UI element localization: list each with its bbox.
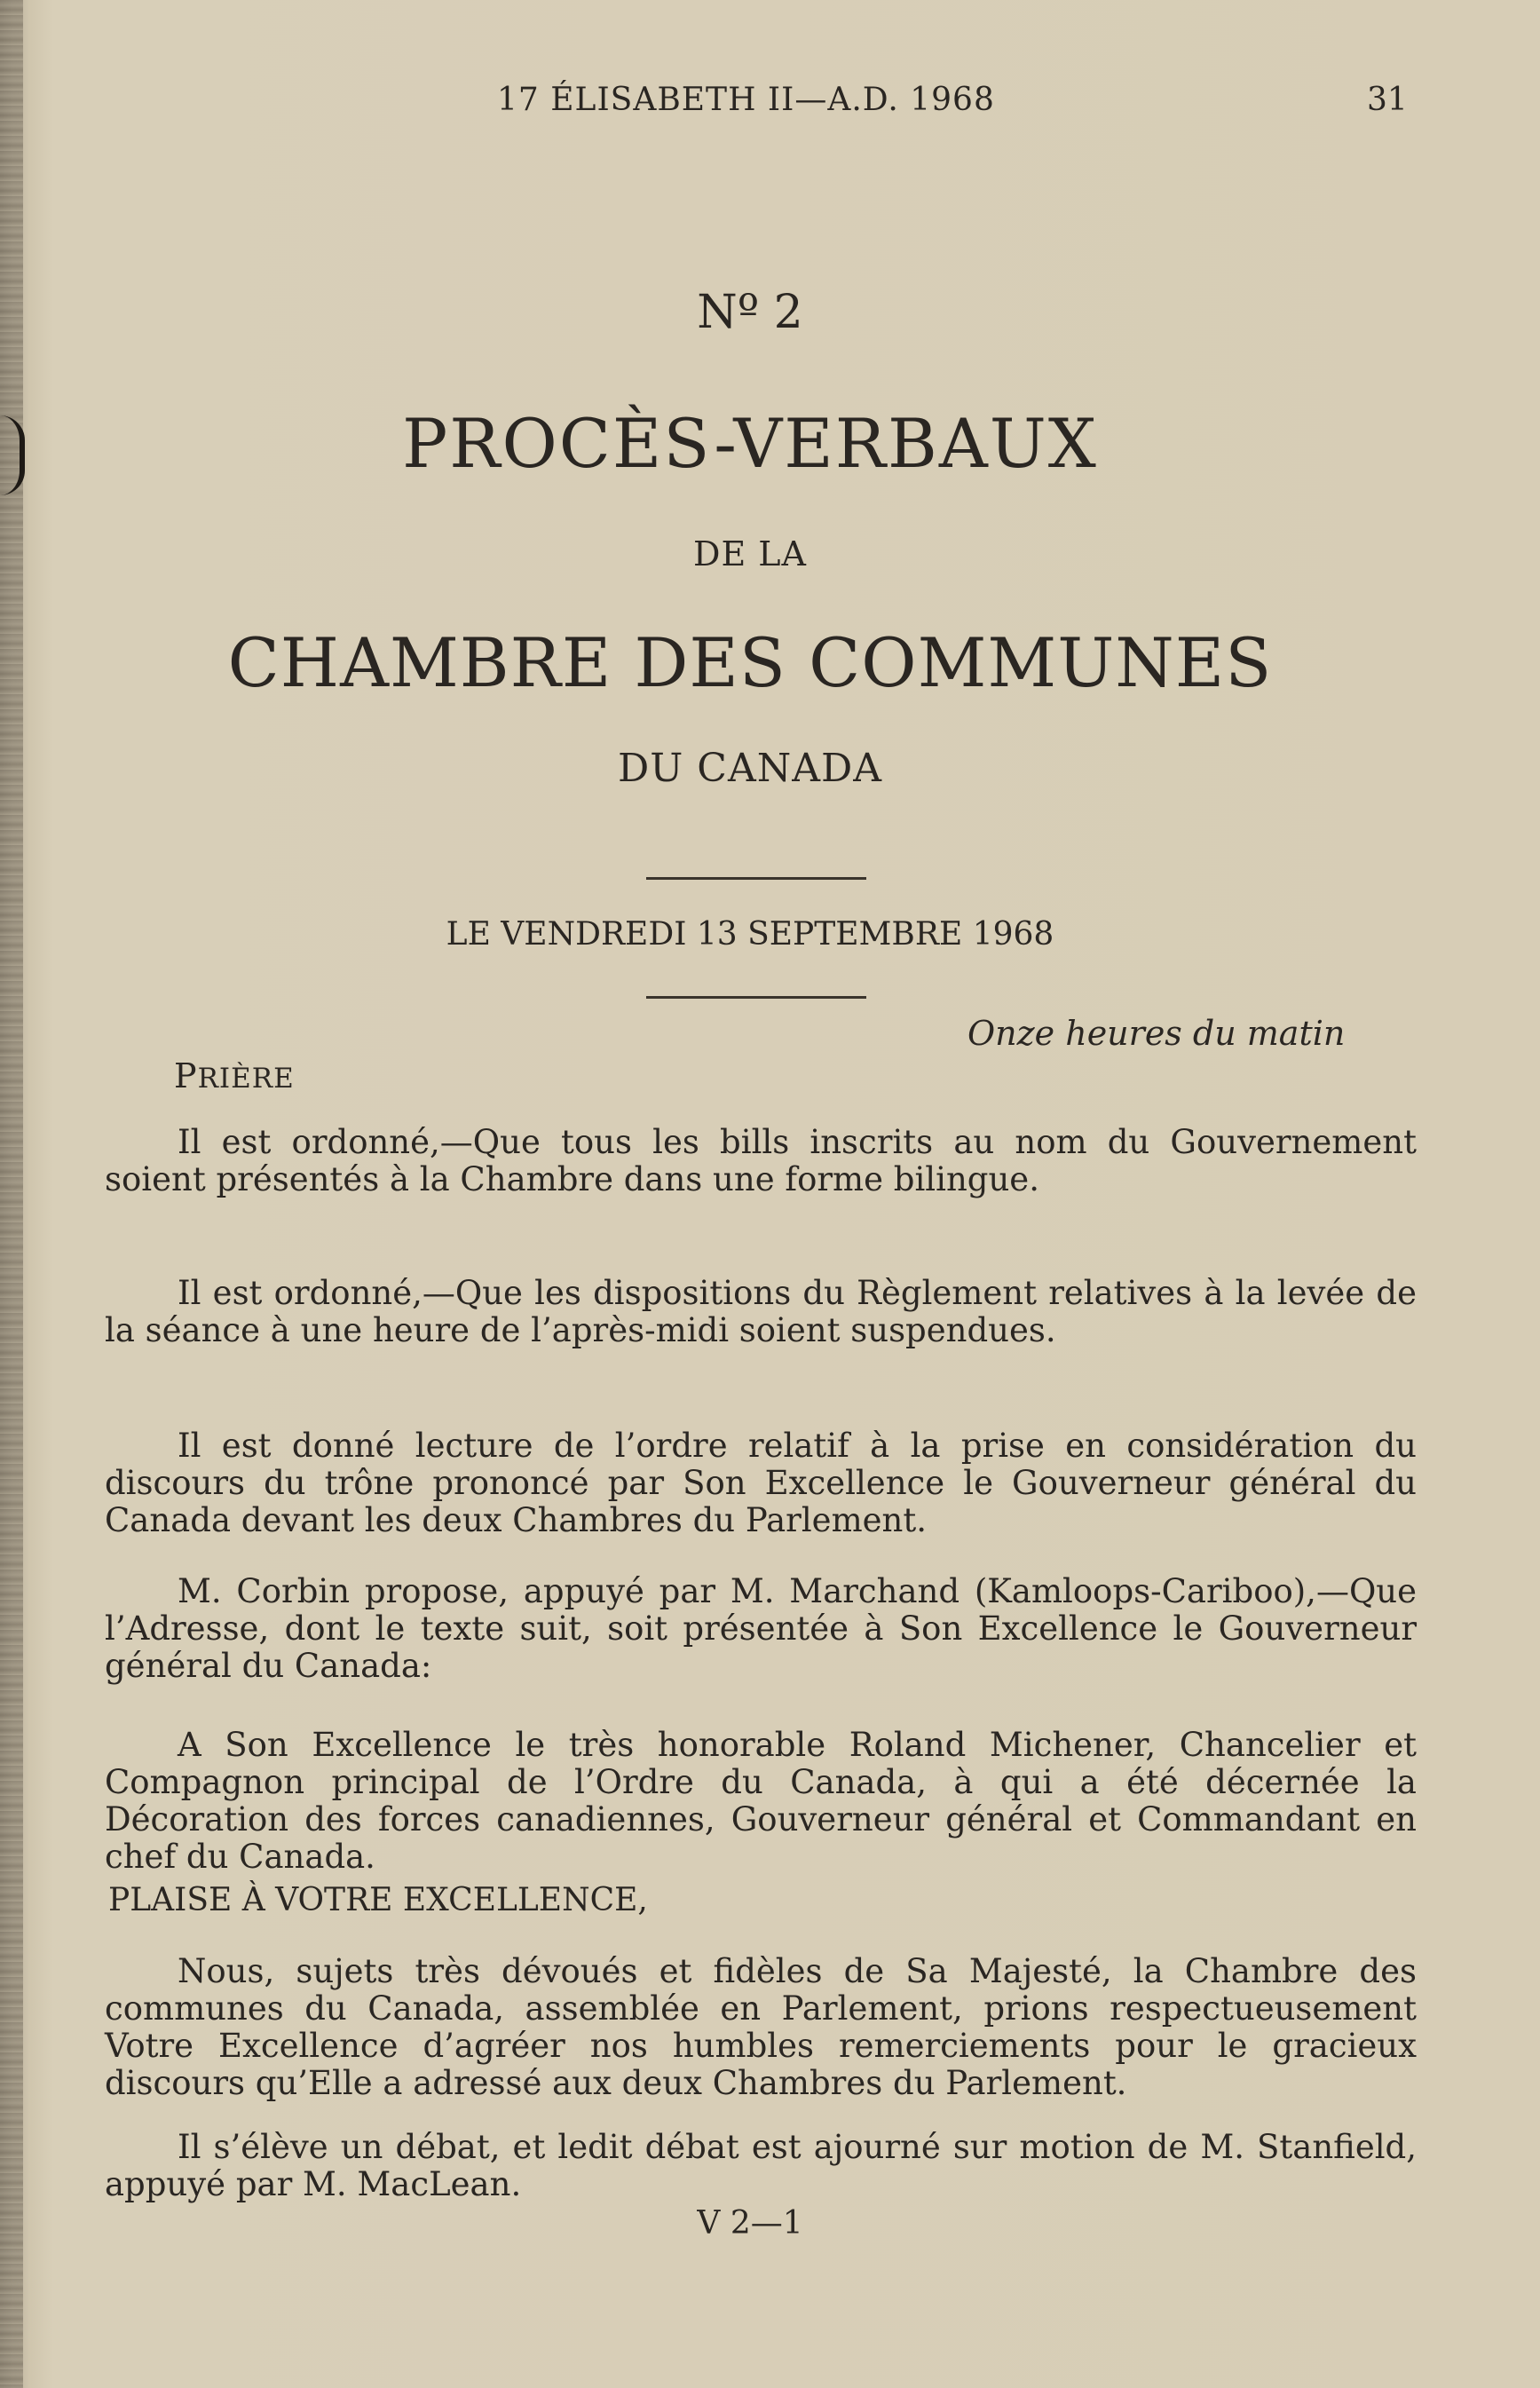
- session-time: Onze heures du matin: [967, 1014, 1346, 1053]
- prayer-heading-initial: P: [174, 1056, 198, 1095]
- paragraph-throne-speech: Il est donné lecture de l’ordre relatif à la prise en considération du discours du trône prononcé par Son Excellence le Gouverneur général du Canada devant les deux Chambres du Parlement.: [105, 1427, 1417, 1539]
- session-date: LE VENDREDI 13 SEPTEMBRE 1968: [446, 916, 1054, 953]
- paragraph-bilingual-bills: Il est ordonné,—Que tous les bills inscrits au nom du Gouvernement soient présentés à la Chambre dans une forme bilingue.: [105, 1123, 1417, 1198]
- title-proces-verbaux: PROCÈS-VERBAUX: [402, 404, 1098, 483]
- salutation: PLAISE À VOTRE EXCELLENCE,: [108, 1882, 648, 1918]
- page-number: 31: [1367, 82, 1408, 118]
- title-du-canada: DU CANADA: [617, 746, 883, 791]
- divider-rule-bottom: [646, 996, 866, 999]
- paragraph-debate-adjourned: Il s’élève un débat, et ledit débat est ajourné sur motion de M. Stanfield, appuyé par M. MacLean.: [105, 2128, 1417, 2203]
- title-de-la: DE LA: [693, 534, 807, 573]
- prayer-heading: [174, 1056, 295, 1095]
- prayer-heading-rest: RIÈRE: [197, 1063, 295, 1095]
- paragraph-suspend-rule: Il est ordonné,—Que les dispositions du Règlement relatives à la levée de la séance à une heure de l’après-midi soient suspendues.: [105, 1274, 1417, 1349]
- issue-number: Nº 2: [697, 286, 803, 339]
- paragraph-address-text: Nous, sujets très dévoués et fidèles de Sa Majesté, la Chambre des communes du Canada, assemblée en Parlement, prions respectueusement Votre Excellence d’agréer nos humbles remerciements pour le gracieux discours qu’Elle a adressé aux deux Chambres du Parlement.: [105, 1952, 1417, 2102]
- paragraph-motion: M. Corbin propose, appuyé par M. Marchand (Kamloops-Cariboo),—Que l’Adresse, dont le texte suit, soit présentée à Son Excellence le Gouverneur général du Canada:: [105, 1572, 1417, 1685]
- running-head: 17 ÉLISABETH II—A.D. 1968: [497, 82, 995, 118]
- divider-rule-top: [646, 877, 866, 880]
- paragraph-address-recipient: A Son Excellence le très honorable Roland Michener, Chancelier et Compagnon principal de l’Ordre du Canada, à qui a été décernée la Décoration des forces canadiennes, Gouverneur général et Commandant en chef du Canada.: [105, 1726, 1417, 1876]
- book-spine-edge: [0, 0, 23, 2388]
- title-chambre-des-communes: CHAMBRE DES COMMUNES: [227, 623, 1273, 702]
- signature-mark: V 2—1: [697, 2205, 803, 2242]
